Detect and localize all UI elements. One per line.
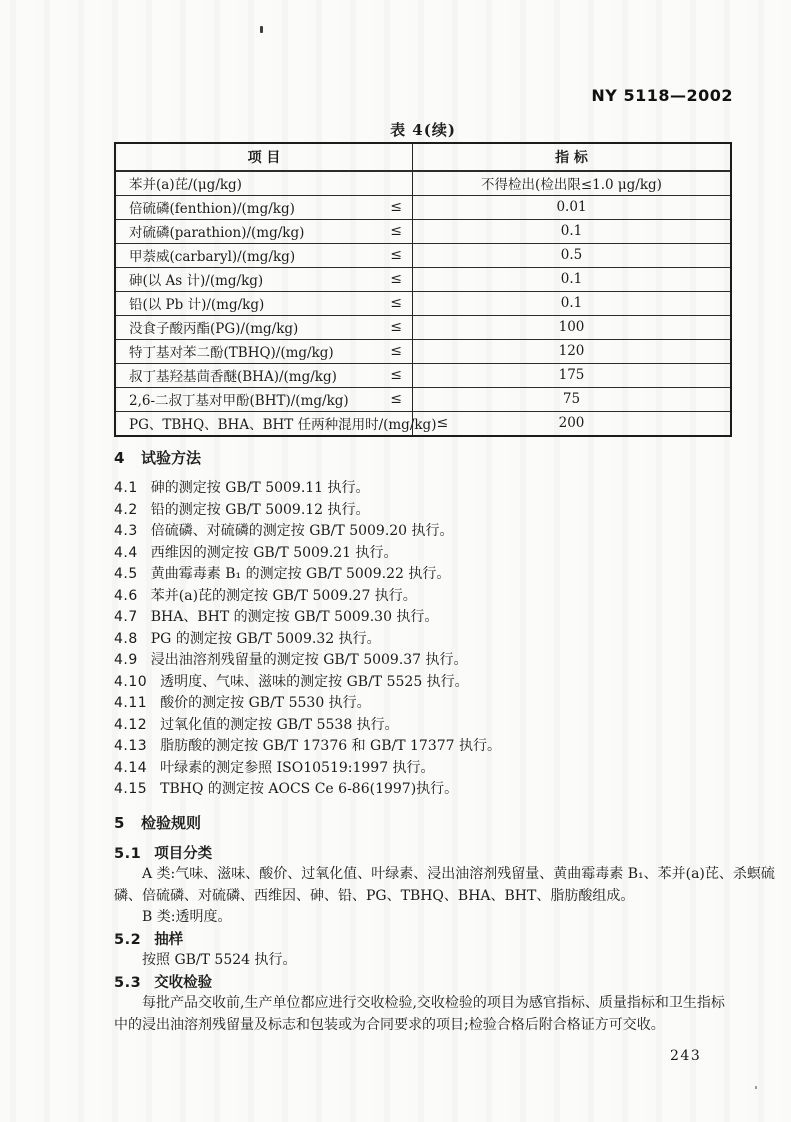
- item-cell: [116, 388, 413, 411]
- paragraph-line: 磷、倍硫磷、对硫磷、西维因、砷、铅、PG、TBHQ、BHA、BHT、脂肪酸组成。: [114, 887, 635, 904]
- table-row: [116, 387, 730, 411]
- less-equal-symbol: ≤: [390, 295, 402, 312]
- indicator-value: 75: [562, 391, 581, 408]
- clause-number: 4.7: [114, 609, 138, 625]
- item-cell: [116, 268, 413, 291]
- indicator-value: 0.01: [556, 199, 587, 216]
- item-label: 2,6-二叔丁基对甲酚(BHT)/(mg/kg): [129, 393, 349, 410]
- less-equal-symbol: ≤: [390, 343, 402, 360]
- clause-number: 4.14: [114, 759, 148, 776]
- less-equal-symbol: ≤: [436, 415, 449, 432]
- item-cell: [116, 244, 413, 267]
- item-label: 特丁基对苯二酚(TBHQ)/(mg/kg): [129, 345, 334, 362]
- item-cell: [116, 340, 413, 363]
- item-cell: [116, 172, 413, 195]
- standard-code: NY 5118—2002: [591, 86, 733, 105]
- less-equal-symbol: ≤: [390, 367, 402, 384]
- subsection-heading: [114, 843, 740, 865]
- indicator-value: 0.5: [560, 247, 583, 264]
- less-equal-symbol: ≤: [390, 223, 402, 240]
- table-row: [116, 339, 730, 363]
- clause-text: 西维因的测定按 GB/T 5009.21 执行。: [150, 544, 398, 561]
- paragraph-line: B 类:透明度。: [142, 909, 232, 925]
- clause-number: 4.13: [114, 738, 148, 754]
- subsection-title: 抽样: [154, 930, 184, 948]
- item-label: 叔丁基羟基茴香醚(BHA)/(mg/kg): [129, 369, 337, 386]
- clause-item: [114, 564, 740, 586]
- indicator-value: 100: [558, 319, 585, 336]
- clause-text: 砷的测定按 GB/T 5009.11 执行。: [150, 480, 370, 496]
- clause-text: 叶绿素的测定参照 ISO10519:1997 执行。: [160, 759, 435, 776]
- clause-text: PG 的测定按 GB/T 5009.32 执行。: [150, 630, 381, 647]
- section5-heading: [114, 812, 740, 834]
- document-body: [114, 447, 775, 1036]
- indicator-value: 不得检出(检出限≤1.0 μg/kg): [481, 177, 662, 194]
- table-header-row: [116, 144, 730, 171]
- column-header-item: 项 目: [116, 144, 413, 170]
- clause-text: BHA、BHT 的测定按 GB/T 5009.30 执行。: [150, 609, 439, 625]
- column-header-indicator: 指 标: [555, 149, 588, 166]
- clause-number: 4.2: [114, 501, 138, 518]
- clause-item: [114, 500, 740, 522]
- clause-text: 倍硫磷、对硫磷的测定按 GB/T 5009.20 执行。: [150, 523, 454, 539]
- section4-heading: [114, 447, 740, 469]
- table-row: [116, 195, 730, 219]
- indicator-value: 0.1: [560, 295, 583, 312]
- section5-body: [114, 843, 775, 1037]
- table-row: [116, 363, 730, 387]
- clause-item: [114, 521, 740, 543]
- less-equal-symbol: ≤: [390, 271, 402, 288]
- clause-text: 脂肪酸的测定按 GB/T 17376 和 GB/T 17377 执行。: [160, 738, 501, 754]
- item-label: 没食子酸丙酯(PG)/(mg/kg): [129, 321, 299, 338]
- section-title: 检验规则: [140, 813, 201, 832]
- clause-number: 4.9: [114, 652, 138, 668]
- clause-number: 4.3: [114, 523, 138, 539]
- paragraph-line: 按照 GB/T 5524 执行。: [142, 952, 297, 968]
- clause-item: [114, 607, 740, 629]
- item-label: 甲萘威(carbaryl)/(mg/kg): [129, 249, 296, 266]
- spec-table: [114, 142, 732, 437]
- indicator-value: 0.1: [560, 271, 583, 288]
- item-cell: [116, 292, 413, 315]
- clause-item: [114, 693, 740, 715]
- paragraph-line: 中的浸出油溶剂残留量及标志和包装或为合同要求的项目;检验合格后附合格证方可交收。: [114, 1016, 665, 1033]
- clause-item: [114, 672, 740, 694]
- section-number: 4: [114, 449, 125, 467]
- clause-number: 4.6: [114, 587, 138, 604]
- subsection-number: 5.3: [114, 974, 142, 991]
- clause-number: 4.15: [114, 781, 148, 797]
- subsection-heading: [114, 929, 740, 951]
- clause-number: 4.5: [114, 566, 138, 582]
- item-cell: [116, 412, 449, 435]
- table-row: [116, 243, 730, 267]
- item-label: PG、TBHQ、BHA、BHT 任两种混用时/(mg/kg): [129, 417, 437, 434]
- clause-item: [114, 586, 740, 608]
- indicator-value: 0.1: [560, 223, 583, 240]
- less-equal-symbol: ≤: [390, 391, 402, 408]
- indicator-value: 175: [558, 367, 585, 384]
- item-cell: [116, 316, 413, 339]
- subsection-number: 5.1: [114, 845, 142, 862]
- paragraph-line: A 类:气味、滋味、酸价、过氧化值、叶绿素、浸出油溶剂残留量、黄曲霉毒素 B₁、苯并(a)芘、杀螟硫: [142, 866, 775, 882]
- clause-number: 4.1: [114, 480, 138, 496]
- subsection-heading: [114, 972, 740, 994]
- indicator-value: 120: [558, 343, 585, 360]
- clause-number: 4.8: [114, 630, 138, 647]
- less-equal-symbol: ≤: [390, 319, 402, 336]
- clause-item: [114, 715, 740, 737]
- clause-text: 透明度、气味、滋味的测定按 GB/T 5525 执行。: [160, 673, 469, 690]
- item-cell: [116, 364, 413, 387]
- table-row: [116, 267, 730, 291]
- subsection-title: 项目分类: [154, 844, 213, 862]
- clause-item: [114, 650, 740, 672]
- subsection-title: 交收检验: [154, 973, 213, 991]
- clause-number: 4.10: [114, 673, 148, 690]
- item-label: 对硫磷(parathion)/(mg/kg): [129, 225, 305, 242]
- section-number: 5: [114, 813, 125, 832]
- less-equal-symbol: ≤: [390, 199, 402, 216]
- clause-text: 过氧化值的测定按 GB/T 5538 执行。: [160, 716, 399, 733]
- clause-item: [114, 543, 740, 565]
- table-row: [116, 171, 730, 195]
- clause-item: [114, 758, 740, 780]
- item-label: 铅(以 Pb 计)/(mg/kg): [129, 297, 265, 314]
- table-row: [116, 291, 730, 315]
- item-label: 苯并(a)芘/(μg/kg): [129, 177, 242, 194]
- table-title: 表 4(续): [390, 121, 456, 139]
- less-equal-symbol: ≤: [390, 247, 402, 264]
- section4-clauses: [114, 478, 740, 801]
- item-cell: [116, 220, 413, 243]
- clause-text: 苯并(a)芘的测定按 GB/T 5009.27 执行。: [150, 587, 417, 604]
- table-row: [116, 315, 730, 339]
- item-cell: [116, 196, 413, 219]
- item-label: 倍硫磷(fenthion)/(mg/kg): [129, 201, 295, 218]
- subsection-number: 5.2: [114, 931, 142, 948]
- clause-item: [114, 736, 740, 758]
- clause-text: 铅的测定按 GB/T 5009.12 执行。: [150, 501, 370, 518]
- paragraph-line: 每批产品交收前,生产单位都应进行交收检验,交收检验的项目为感官指标、质量指标和卫生指标: [142, 995, 725, 1011]
- item-label: 砷(以 As 计)/(mg/kg): [129, 273, 264, 290]
- page-number: 243: [670, 1048, 702, 1064]
- table-row: [116, 219, 730, 243]
- clause-text: 酸价的测定按 GB/T 5530 执行。: [160, 695, 371, 711]
- section-title: 试验方法: [140, 449, 201, 467]
- clause-text: 黄曲霉毒素 B₁ 的测定按 GB/T 5009.22 执行。: [150, 566, 451, 582]
- clause-text: TBHQ 的测定按 AOCS Ce 6-86(1997)执行。: [160, 781, 459, 797]
- clause-number: 4.11: [114, 695, 148, 711]
- indicator-value: 200: [558, 415, 585, 432]
- clause-item: [114, 779, 740, 801]
- clause-number: 4.12: [114, 716, 148, 733]
- clause-item: [114, 478, 740, 500]
- clause-item: [114, 629, 740, 651]
- table-row: [116, 411, 730, 435]
- scan-speck: [755, 1086, 757, 1089]
- scan-speck: [260, 26, 263, 33]
- clause-text: 浸出油溶剂残留量的测定按 GB/T 5009.37 执行。: [150, 652, 468, 668]
- clause-number: 4.4: [114, 544, 138, 561]
